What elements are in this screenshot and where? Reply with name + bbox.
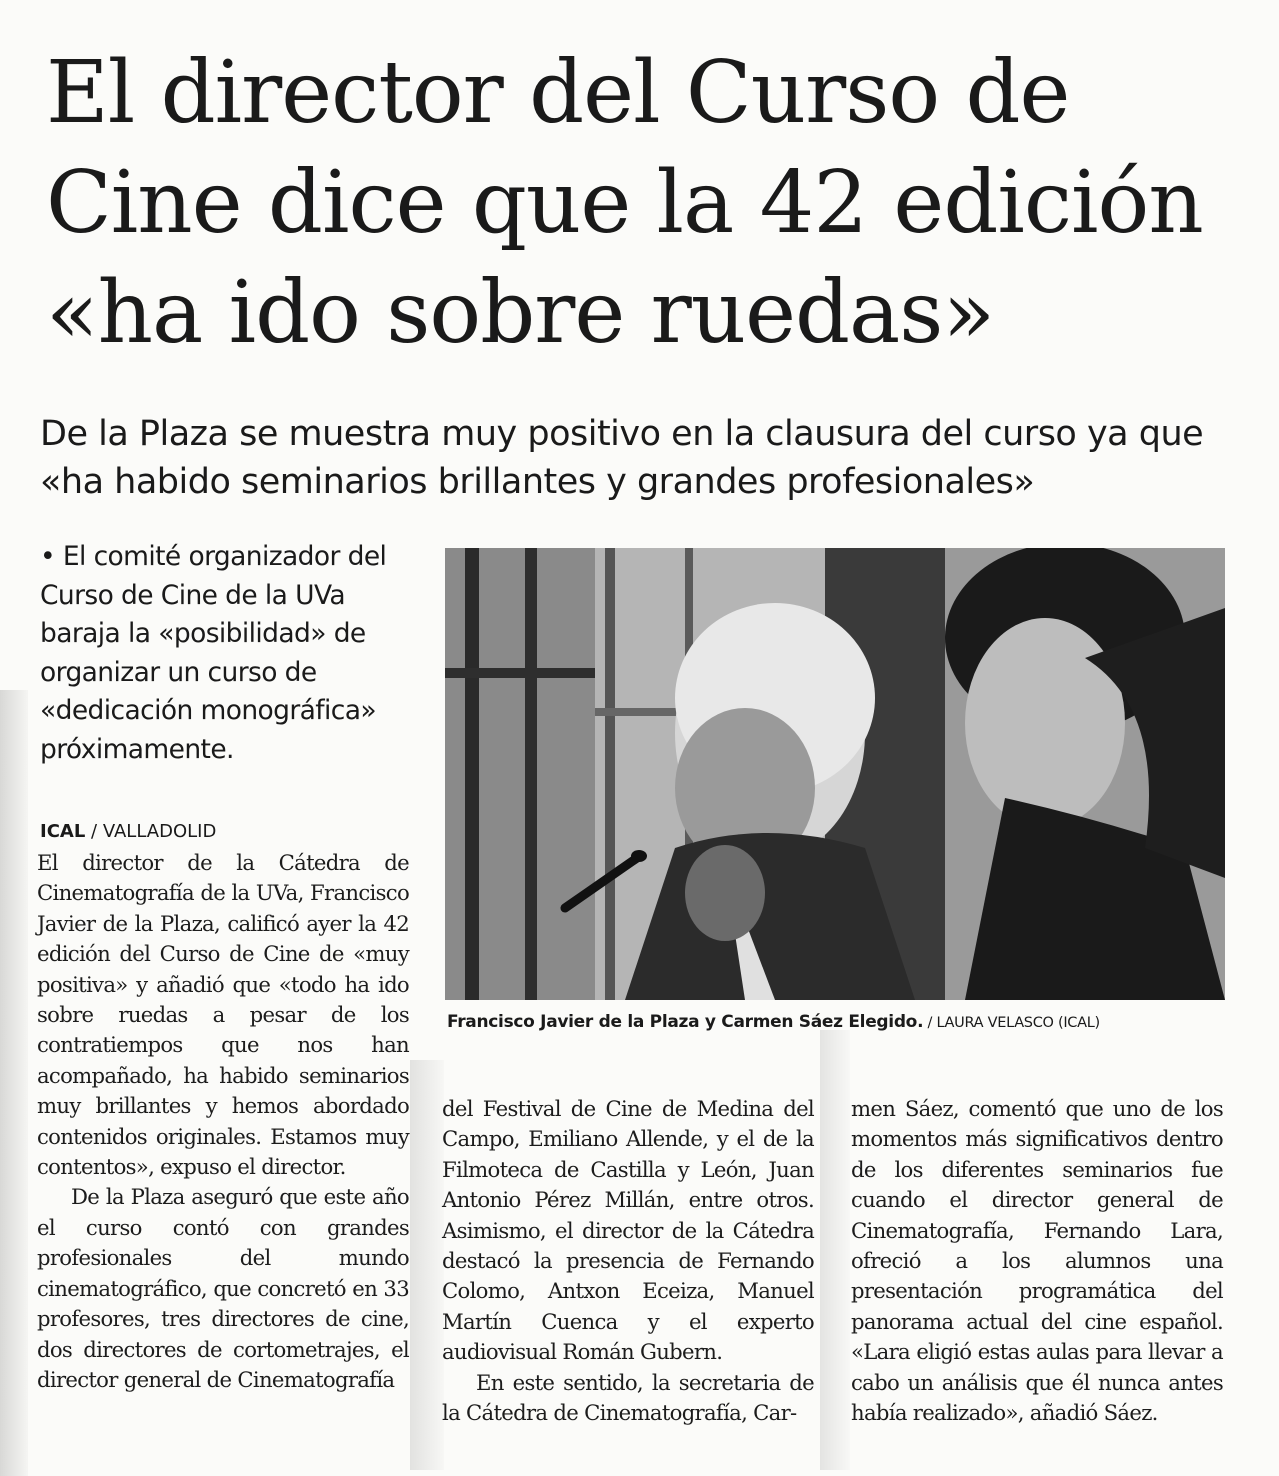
- body-paragraph: En este sentido, la secretaria de la Cátedra de Cinematografía, Car-: [442, 1369, 814, 1426]
- news-photo: [445, 548, 1225, 1000]
- subheadline: De la Plaza se muestra muy positivo en la clausura del curso ya que «ha habido seminarios brillantes y grandes profesionales»: [40, 414, 1204, 502]
- body-column-3: [851, 1094, 1223, 1428]
- page-shading: [410, 1060, 444, 1470]
- dateline-agency: ICAL: [40, 821, 86, 842]
- page-shading: [0, 690, 28, 1476]
- body-paragraph: El director de la Cátedra de Cinematografía de la UVa, Francisco Javier de la Plaza, calificó ayer la 42 edición del Curso de Cine de «muy positiva» y añadió que «todo ha ido sobre ruedas a pesar de los contratiempos que nos han acompañado, ha habido seminarios muy brillantes y hemos abordado contenidos originales. Estamos muy contentos», expuso el director.: [37, 850, 409, 1180]
- headline: El director del Curso de Cine dice que la 42 edición «ha ido sobre ruedas»: [46, 43, 1203, 363]
- body-paragraph: men Sáez, comentó que uno de los momentos más significativos dentro de los diferentes seminarios fue cuando el director general de Cinematografía, Fernando Lara, ofreció a los alumnos una presentación programática del panorama actual del cine español. «Lara eligió estas aulas para llevar a cabo un análisis que él nunca antes había realizado», añadió Sáez.: [851, 1096, 1223, 1426]
- highlight-summary: • El comité organizador del Curso de Cine de la UVa baraja la «posibilidad» de organizar un curso de «dedicación monográfica» próximamente.: [40, 541, 387, 765]
- body-paragraph: De la Plaza aseguró que este año el curso contó con grandes profesionales del mundo cinematográfico, que concretó en 33 profesores, tres directores de cine, dos directores de cortometrajes, el director general de Cinematografía: [37, 1184, 409, 1392]
- dateline: [40, 820, 216, 844]
- body-paragraph: del Festival de Cine de Medina del Campo, Emiliano Allende, y el de la Filmoteca de Castilla y León, Juan Antonio Pérez Millán, entre otros. Asimismo, el director de la Cátedra destacó la presencia de Fernando Colomo, Antxon Eceiza, Manuel Martín Cuenca y el experto audiovisual Román Gubern.: [442, 1096, 814, 1365]
- dateline-separator: /: [85, 821, 103, 842]
- photo-illustration: [445, 548, 1225, 1000]
- photo-caption: [447, 1010, 1227, 1035]
- page-shading: [820, 1030, 850, 1470]
- photo-credit: / LAURA VELASCO (ICAL): [923, 1015, 1100, 1031]
- caption-text: Francisco Javier de la Plaza y Carmen Sáez Elegido.: [447, 1012, 924, 1032]
- body-column-2: [442, 1094, 814, 1428]
- body-column-1: [37, 848, 409, 1395]
- dateline-location: VALLADOLID: [102, 821, 217, 842]
